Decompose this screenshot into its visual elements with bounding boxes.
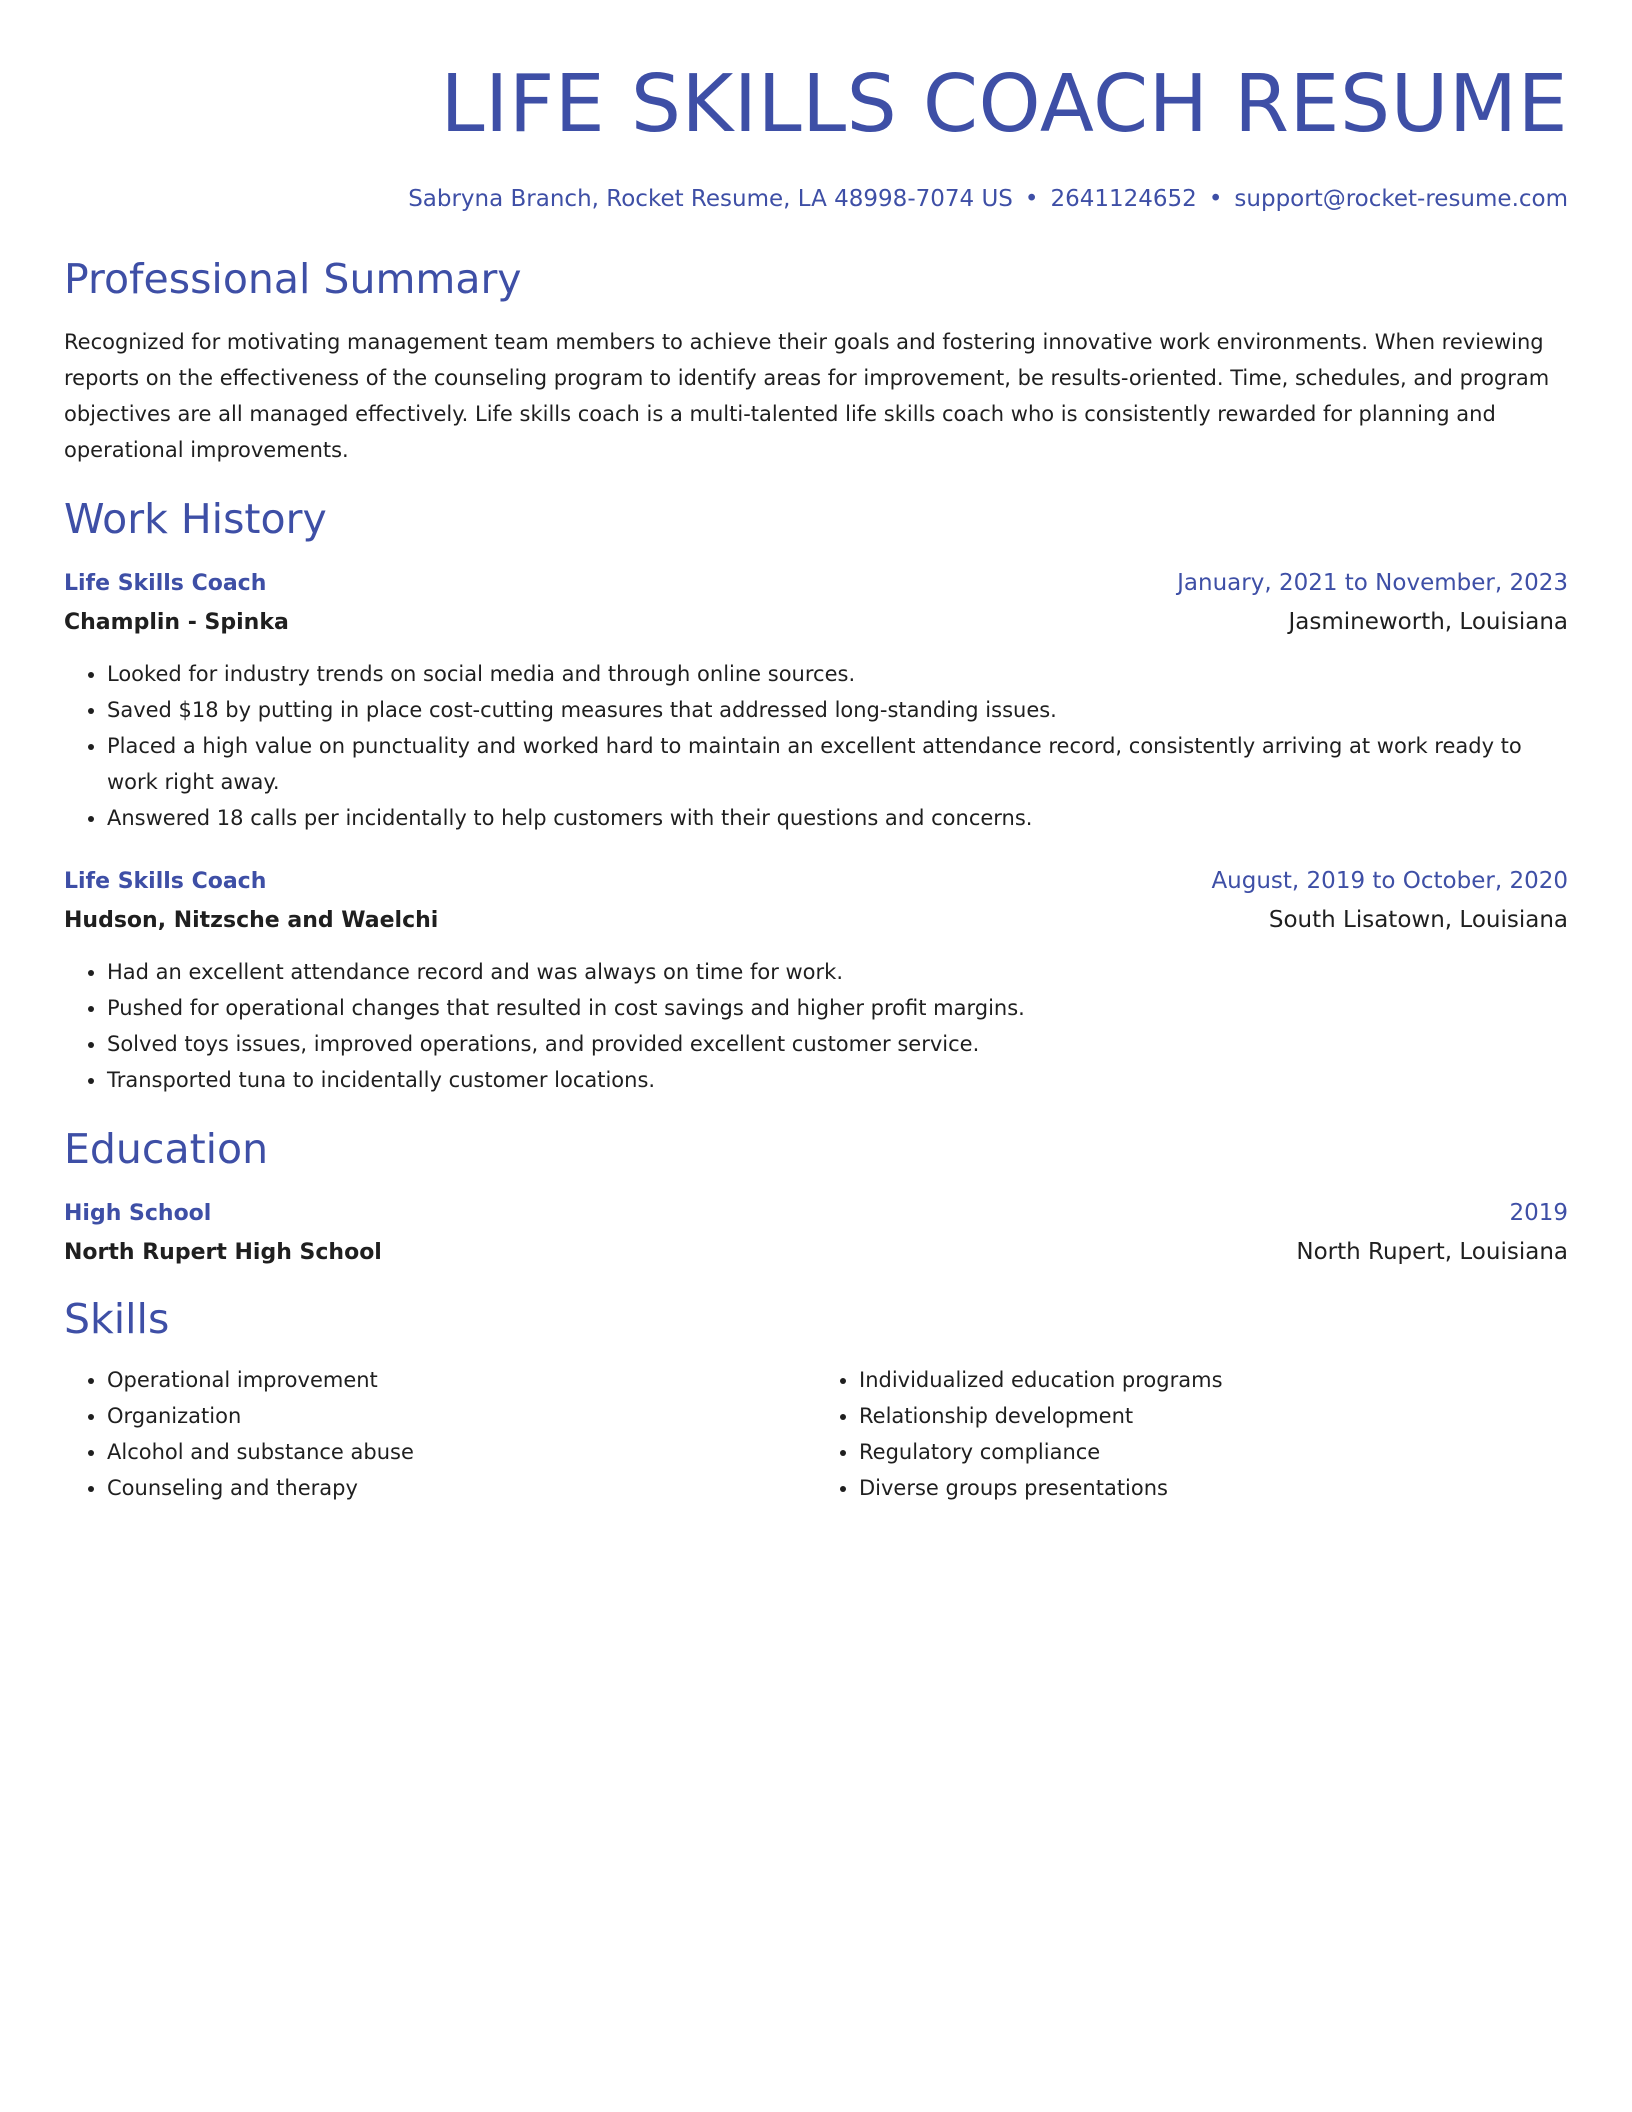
skill-item: • Counseling and therapy bbox=[107, 1470, 816, 1506]
work-history-heading: Work History bbox=[64, 495, 327, 543]
job-title: Life Skills Coach bbox=[64, 571, 267, 596]
contact-phone: 2641124652 bbox=[1050, 186, 1197, 212]
skills-grid bbox=[64, 1362, 1568, 1506]
skill-item: • Diverse groups presentations bbox=[859, 1470, 1568, 1506]
skill-item: • Alcohol and substance abuse bbox=[107, 1434, 816, 1470]
job-dates: January, 2021 to November, 2023 bbox=[1177, 570, 1568, 596]
skills-list bbox=[816, 1362, 1568, 1506]
contact-address: Sabryna Branch, Rocket Resume, LA 48998-7074 US bbox=[408, 186, 1013, 212]
skill-item: • Regulatory compliance bbox=[859, 1434, 1568, 1470]
job-bullet: • Solved toys issues, improved operations, and provided excellent customer service. bbox=[107, 1026, 1568, 1062]
skills-column-right bbox=[816, 1362, 1568, 1506]
contact-separator: • bbox=[1208, 186, 1223, 212]
job-location: South Lisatown, Louisiana bbox=[1268, 907, 1568, 933]
job-title: Life Skills Coach bbox=[64, 869, 267, 894]
education-entry bbox=[64, 1198, 1568, 1268]
contact-line bbox=[64, 184, 1568, 214]
school-location: North Rupert, Louisiana bbox=[1296, 1239, 1568, 1265]
skill-item: • Relationship development bbox=[859, 1398, 1568, 1434]
job-location: Jasmineworth, Louisiana bbox=[1288, 609, 1568, 635]
skills-column-left bbox=[64, 1362, 816, 1506]
company-row bbox=[64, 607, 1568, 638]
company-name: Hudson, Nitzsche and Waelchi bbox=[64, 908, 439, 933]
job-bullet: • Saved $18 by putting in place cost-cutting measures that addressed long-standing issues. bbox=[107, 692, 1568, 728]
job-bullet: • Transported tuna to incidentally customer locations. bbox=[107, 1062, 1568, 1098]
skills-heading: Skills bbox=[64, 1295, 170, 1343]
skill-item: • Operational improvement bbox=[107, 1362, 816, 1398]
summary-text: Recognized for motivating management team members to achieve their goals and fostering innovative work environments. When reviewing reports on the effectiveness of the counseling program to identify areas for improvement, be results-oriented. Time, schedules, and program objectives are all managed effectively. Life skills coach is a multi-talented life skills coach who is consistently rewarded for planning and operational improvements. bbox=[64, 330, 1550, 462]
contact-email: support@rocket-resume.com bbox=[1234, 186, 1568, 212]
job-bullet: • Looked for industry trends on social media and through online sources. bbox=[107, 656, 1568, 692]
degree-row bbox=[64, 1198, 1568, 1229]
job-entry bbox=[64, 568, 1568, 836]
job-dates: August, 2019 to October, 2020 bbox=[1211, 868, 1568, 894]
professional-summary-section bbox=[64, 254, 1568, 468]
degree: High School bbox=[64, 1201, 212, 1226]
job-bullet: • Had an excellent attendance record and was always on time for work. bbox=[107, 954, 1568, 990]
skill-item: • Organization bbox=[107, 1398, 816, 1434]
school-name: North Rupert High School bbox=[64, 1240, 382, 1265]
job-title-row bbox=[64, 866, 1568, 897]
company-row bbox=[64, 905, 1568, 936]
school-row bbox=[64, 1237, 1568, 1268]
work-history-section bbox=[64, 494, 1568, 1098]
job-bullet: • Answered 18 calls per incidentally to help customers with their questions and concerns. bbox=[107, 800, 1568, 836]
skills-section bbox=[64, 1294, 1568, 1506]
job-bullets bbox=[64, 656, 1568, 836]
education-heading: Education bbox=[64, 1125, 269, 1173]
skill-item: • Individualized education programs bbox=[859, 1362, 1568, 1398]
skills-list bbox=[64, 1362, 816, 1506]
job-title-row bbox=[64, 568, 1568, 599]
job-bullets bbox=[64, 954, 1568, 1098]
company-name: Champlin - Spinka bbox=[64, 610, 289, 635]
resume-header bbox=[64, 0, 1568, 214]
job-entry bbox=[64, 866, 1568, 1098]
job-bullet: • Pushed for operational changes that resulted in cost savings and higher profit margins. bbox=[107, 990, 1568, 1026]
summary-heading: Professional Summary bbox=[64, 255, 522, 303]
resume-title: LIFE SKILLS COACH RESUME bbox=[440, 58, 1568, 150]
job-bullet: • Placed a high value on punctuality and worked hard to maintain an excellent attendance record, consistently arriving at work ready to work right away. bbox=[107, 728, 1568, 800]
contact-separator: • bbox=[1024, 186, 1039, 212]
education-section bbox=[64, 1124, 1568, 1268]
graduation-year: 2019 bbox=[1509, 1200, 1568, 1226]
